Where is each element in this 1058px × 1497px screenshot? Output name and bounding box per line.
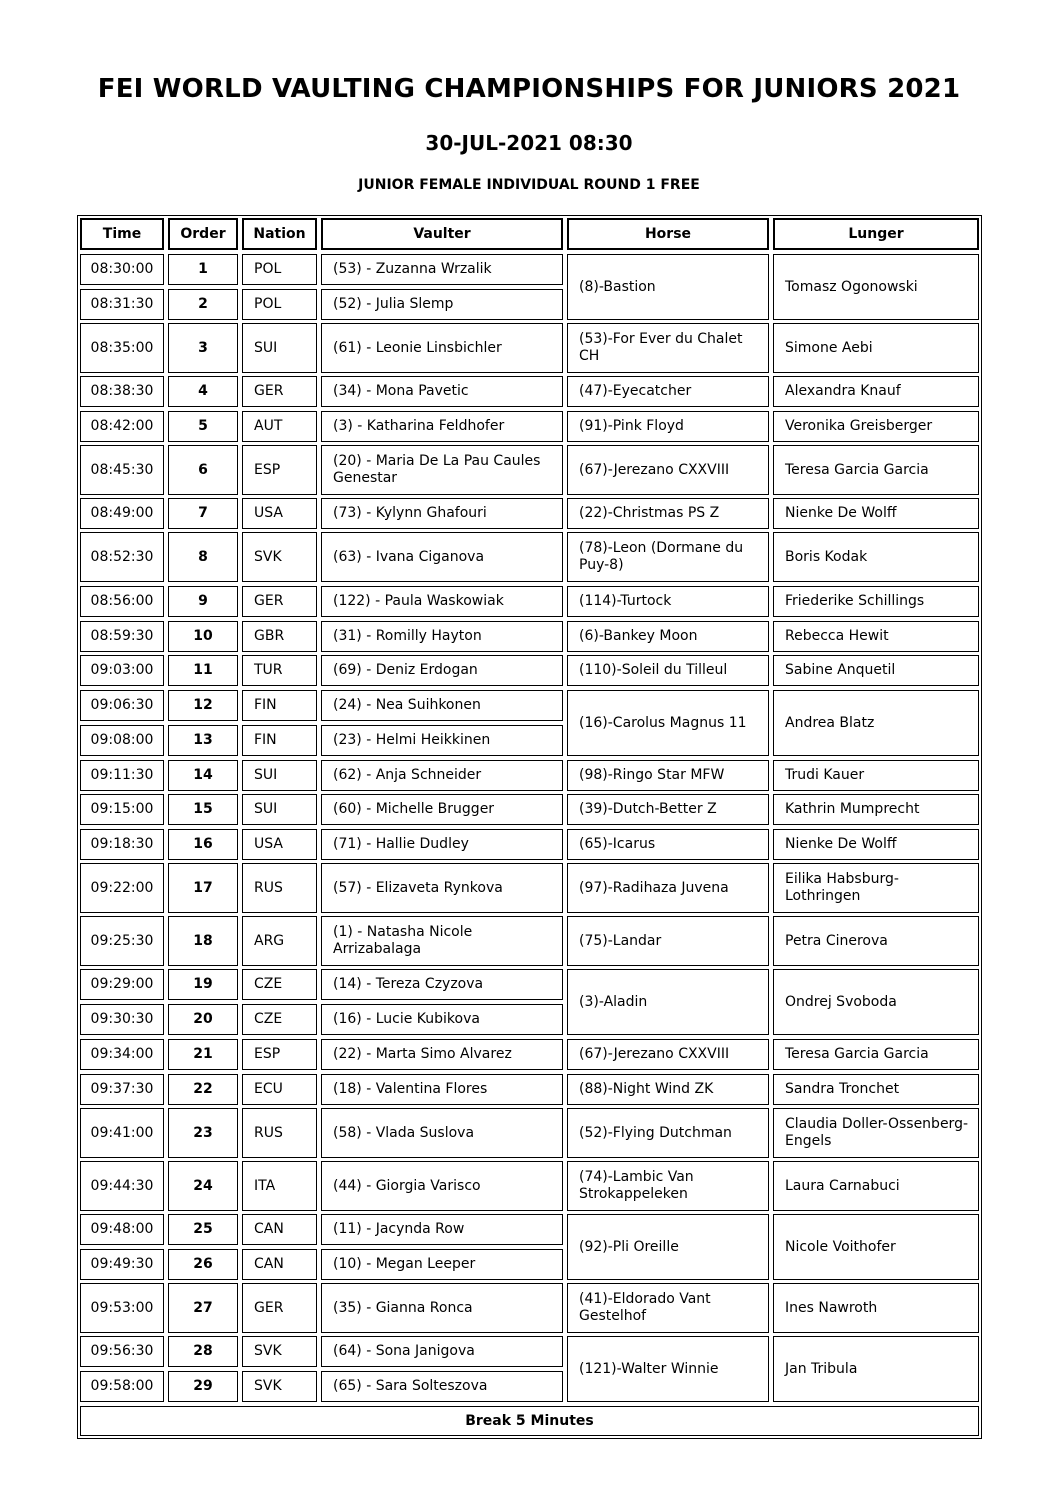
order-cell: 7 [168, 498, 238, 529]
order-cell: 2 [168, 289, 238, 320]
nation-cell: AUT [242, 411, 317, 442]
order-cell: 14 [168, 760, 238, 791]
order-cell: 4 [168, 376, 238, 407]
time-cell: 09:22:00 [80, 863, 164, 913]
nation-cell: GER [242, 586, 317, 617]
vaulter-cell: (60) - Michelle Brugger [321, 794, 563, 825]
nation-cell: SUI [242, 794, 317, 825]
vaulter-cell: (52) - Julia Slemp [321, 289, 563, 320]
nation-cell: CZE [242, 969, 317, 1000]
horse-cell: (16)-Carolus Magnus 11 [567, 690, 769, 756]
time-cell: 08:35:00 [80, 323, 164, 373]
order-cell: 20 [168, 1004, 238, 1035]
vaulter-cell: (11) - Jacynda Row [321, 1214, 563, 1245]
vaulter-cell: (57) - Elizaveta Rynkova [321, 863, 563, 913]
horse-cell: (98)-Ringo Star MFW [567, 760, 769, 791]
nation-cell: RUS [242, 863, 317, 913]
vaulter-cell: (58) - Vlada Suslova [321, 1108, 563, 1158]
nation-cell: FIN [242, 690, 317, 721]
time-cell: 08:31:30 [80, 289, 164, 320]
vaulter-cell: (1) - Natasha Nicole Arrizabalaga [321, 916, 563, 966]
horse-cell: (65)-Icarus [567, 829, 769, 860]
order-cell: 22 [168, 1074, 238, 1105]
break-row: Break 5 Minutes [80, 1406, 979, 1436]
horse-cell: (47)-Eyecatcher [567, 376, 769, 407]
vaulter-cell: (34) - Mona Pavetic [321, 376, 563, 407]
time-cell: 09:03:00 [80, 655, 164, 686]
lunger-cell: Claudia Doller-Ossenberg-Engels [773, 1108, 979, 1158]
horse-cell: (91)-Pink Floyd [567, 411, 769, 442]
horse-cell: (78)-Leon (Dormane du Puy-8) [567, 532, 769, 582]
horse-cell: (53)-For Ever du Chalet CH [567, 323, 769, 373]
nation-cell: SUI [242, 323, 317, 373]
nation-cell: RUS [242, 1108, 317, 1158]
event-date: 30-JUL-2021 08:30 [425, 131, 633, 155]
order-cell: 11 [168, 655, 238, 686]
vaulter-cell: (3) - Katharina Feldhofer [321, 411, 563, 442]
lunger-cell: Sabine Anquetil [773, 655, 979, 686]
vaulter-cell: (71) - Hallie Dudley [321, 829, 563, 860]
vaulter-cell: (62) - Anja Schneider [321, 760, 563, 791]
vaulter-cell: (10) - Megan Leeper [321, 1249, 563, 1280]
order-cell: 9 [168, 586, 238, 617]
time-cell: 08:38:30 [80, 376, 164, 407]
vaulter-cell: (35) - Gianna Ronca [321, 1283, 563, 1333]
nation-cell: CAN [242, 1214, 317, 1245]
horse-cell: (97)-Radihaza Juvena [567, 863, 769, 913]
nation-cell: POL [242, 289, 317, 320]
competition-name: JUNIOR FEMALE INDIVIDUAL ROUND 1 FREE [358, 177, 700, 193]
time-cell: 08:49:00 [80, 498, 164, 529]
vaulter-cell: (20) - Maria De La Pau Caules Genestar [321, 445, 563, 495]
vaulter-cell: (53) - Zuzanna Wrzalik [321, 254, 563, 285]
horse-cell: (67)-Jerezano CXXVIII [567, 445, 769, 495]
order-cell: 21 [168, 1039, 238, 1070]
vaulter-cell: (64) - Sona Janigova [321, 1336, 563, 1367]
order-cell: 26 [168, 1249, 238, 1280]
order-cell: 17 [168, 863, 238, 913]
horse-cell: (52)-Flying Dutchman [567, 1108, 769, 1158]
nation-cell: FIN [242, 725, 317, 756]
order-cell: 19 [168, 969, 238, 1000]
time-cell: 09:30:30 [80, 1004, 164, 1035]
time-cell: 09:48:00 [80, 1214, 164, 1245]
header-time: Time [80, 218, 164, 250]
order-cell: 24 [168, 1161, 238, 1211]
horse-cell: (114)-Turtock [567, 586, 769, 617]
lunger-cell: Ines Nawroth [773, 1283, 979, 1333]
lunger-cell: Eilika Habsburg-Lothringen [773, 863, 979, 913]
header-nation: Nation [242, 218, 317, 250]
horse-cell: (92)-Pli Oreille [567, 1214, 769, 1280]
horse-cell: (75)-Landar [567, 916, 769, 966]
lunger-cell: Nienke De Wolff [773, 829, 979, 860]
lunger-cell: Jan Tribula [773, 1336, 979, 1402]
lunger-cell: Ondrej Svoboda [773, 969, 979, 1035]
lunger-cell: Teresa Garcia Garcia [773, 1039, 979, 1070]
lunger-cell: Friederike Schillings [773, 586, 979, 617]
time-cell: 08:45:30 [80, 445, 164, 495]
time-cell: 09:44:30 [80, 1161, 164, 1211]
lunger-cell: Teresa Garcia Garcia [773, 445, 979, 495]
nation-cell: GER [242, 376, 317, 407]
horse-cell: (22)-Christmas PS Z [567, 498, 769, 529]
vaulter-cell: (69) - Deniz Erdogan [321, 655, 563, 686]
lunger-cell: Laura Carnabuci [773, 1161, 979, 1211]
lunger-cell: Tomasz Ogonowski [773, 254, 979, 320]
nation-cell: POL [242, 254, 317, 285]
nation-cell: SUI [242, 760, 317, 791]
order-cell: 8 [168, 532, 238, 582]
nation-cell: SVK [242, 1371, 317, 1402]
horse-cell: (121)-Walter Winnie [567, 1336, 769, 1402]
order-cell: 5 [168, 411, 238, 442]
order-cell: 15 [168, 794, 238, 825]
order-cell: 18 [168, 916, 238, 966]
vaulter-cell: (18) - Valentina Flores [321, 1074, 563, 1105]
lunger-cell: Alexandra Knauf [773, 376, 979, 407]
order-cell: 28 [168, 1336, 238, 1367]
horse-cell: (41)-Eldorado Vant Gestelhof [567, 1283, 769, 1333]
vaulter-cell: (73) - Kylynn Ghafouri [321, 498, 563, 529]
horse-cell: (6)-Bankey Moon [567, 621, 769, 652]
order-cell: 23 [168, 1108, 238, 1158]
nation-cell: GBR [242, 621, 317, 652]
time-cell: 09:41:00 [80, 1108, 164, 1158]
lunger-cell: Kathrin Mumprecht [773, 794, 979, 825]
order-cell: 10 [168, 621, 238, 652]
horse-cell: (110)-Soleil du Tilleul [567, 655, 769, 686]
nation-cell: CAN [242, 1249, 317, 1280]
nation-cell: USA [242, 498, 317, 529]
vaulter-cell: (122) - Paula Waskowiak [321, 586, 563, 617]
lunger-cell: Simone Aebi [773, 323, 979, 373]
time-cell: 09:25:30 [80, 916, 164, 966]
lunger-cell: Boris Kodak [773, 532, 979, 582]
nation-cell: USA [242, 829, 317, 860]
order-cell: 12 [168, 690, 238, 721]
order-cell: 27 [168, 1283, 238, 1333]
nation-cell: ESP [242, 1039, 317, 1070]
lunger-cell: Petra Cinerova [773, 916, 979, 966]
time-cell: 08:56:00 [80, 586, 164, 617]
document-title: FEI WORLD VAULTING CHAMPIONSHIPS FOR JUNIORS 2021 [97, 74, 961, 104]
time-cell: 08:30:00 [80, 254, 164, 285]
vaulter-cell: (16) - Lucie Kubikova [321, 1004, 563, 1035]
order-cell: 29 [168, 1371, 238, 1402]
nation-cell: ECU [242, 1074, 317, 1105]
horse-cell: (88)-Night Wind ZK [567, 1074, 769, 1105]
vaulter-cell: (44) - Giorgia Varisco [321, 1161, 563, 1211]
nation-cell: GER [242, 1283, 317, 1333]
time-cell: 09:18:30 [80, 829, 164, 860]
time-cell: 09:29:00 [80, 969, 164, 1000]
time-cell: 08:42:00 [80, 411, 164, 442]
vaulter-cell: (31) - Romilly Hayton [321, 621, 563, 652]
vaulter-cell: (65) - Sara Solteszova [321, 1371, 563, 1402]
lunger-cell: Rebecca Hewit [773, 621, 979, 652]
horse-cell: (74)-Lambic Van Strokappeleken [567, 1161, 769, 1211]
header-horse: Horse [567, 218, 769, 250]
header-lunger: Lunger [773, 218, 979, 250]
nation-cell: CZE [242, 1004, 317, 1035]
vaulter-cell: (61) - Leonie Linsbichler [321, 323, 563, 373]
order-cell: 25 [168, 1214, 238, 1245]
order-cell: 1 [168, 254, 238, 285]
vaulter-cell: (22) - Marta Simo Alvarez [321, 1039, 563, 1070]
vaulter-cell: (63) - Ivana Ciganova [321, 532, 563, 582]
order-cell: 6 [168, 445, 238, 495]
lunger-cell: Trudi Kauer [773, 760, 979, 791]
lunger-cell: Sandra Tronchet [773, 1074, 979, 1105]
time-cell: 09:08:00 [80, 725, 164, 756]
time-cell: 09:11:30 [80, 760, 164, 791]
nation-cell: ARG [242, 916, 317, 966]
nation-cell: SVK [242, 532, 317, 582]
horse-cell: (39)-Dutch-Better Z [567, 794, 769, 825]
vaulter-cell: (23) - Helmi Heikkinen [321, 725, 563, 756]
vaulter-cell: (14) - Tereza Czyzova [321, 969, 563, 1000]
horse-cell: (8)-Bastion [567, 254, 769, 320]
lunger-cell: Andrea Blatz [773, 690, 979, 756]
order-cell: 3 [168, 323, 238, 373]
time-cell: 09:53:00 [80, 1283, 164, 1333]
order-cell: 13 [168, 725, 238, 756]
time-cell: 08:59:30 [80, 621, 164, 652]
nation-cell: ESP [242, 445, 317, 495]
header-vaulter: Vaulter [321, 218, 563, 250]
time-cell: 09:06:30 [80, 690, 164, 721]
nation-cell: SVK [242, 1336, 317, 1367]
time-cell: 09:58:00 [80, 1371, 164, 1402]
vaulter-cell: (24) - Nea Suihkonen [321, 690, 563, 721]
time-cell: 09:56:30 [80, 1336, 164, 1367]
lunger-cell: Veronika Greisberger [773, 411, 979, 442]
time-cell: 08:52:30 [80, 532, 164, 582]
horse-cell: (67)-Jerezano CXXVIII [567, 1039, 769, 1070]
horse-cell: (3)-Aladin [567, 969, 769, 1035]
time-cell: 09:37:30 [80, 1074, 164, 1105]
nation-cell: ITA [242, 1161, 317, 1211]
order-cell: 16 [168, 829, 238, 860]
header-order: Order [168, 218, 238, 250]
time-cell: 09:49:30 [80, 1249, 164, 1280]
lunger-cell: Nicole Voithofer [773, 1214, 979, 1280]
time-cell: 09:34:00 [80, 1039, 164, 1070]
time-cell: 09:15:00 [80, 794, 164, 825]
lunger-cell: Nienke De Wolff [773, 498, 979, 529]
nation-cell: TUR [242, 655, 317, 686]
